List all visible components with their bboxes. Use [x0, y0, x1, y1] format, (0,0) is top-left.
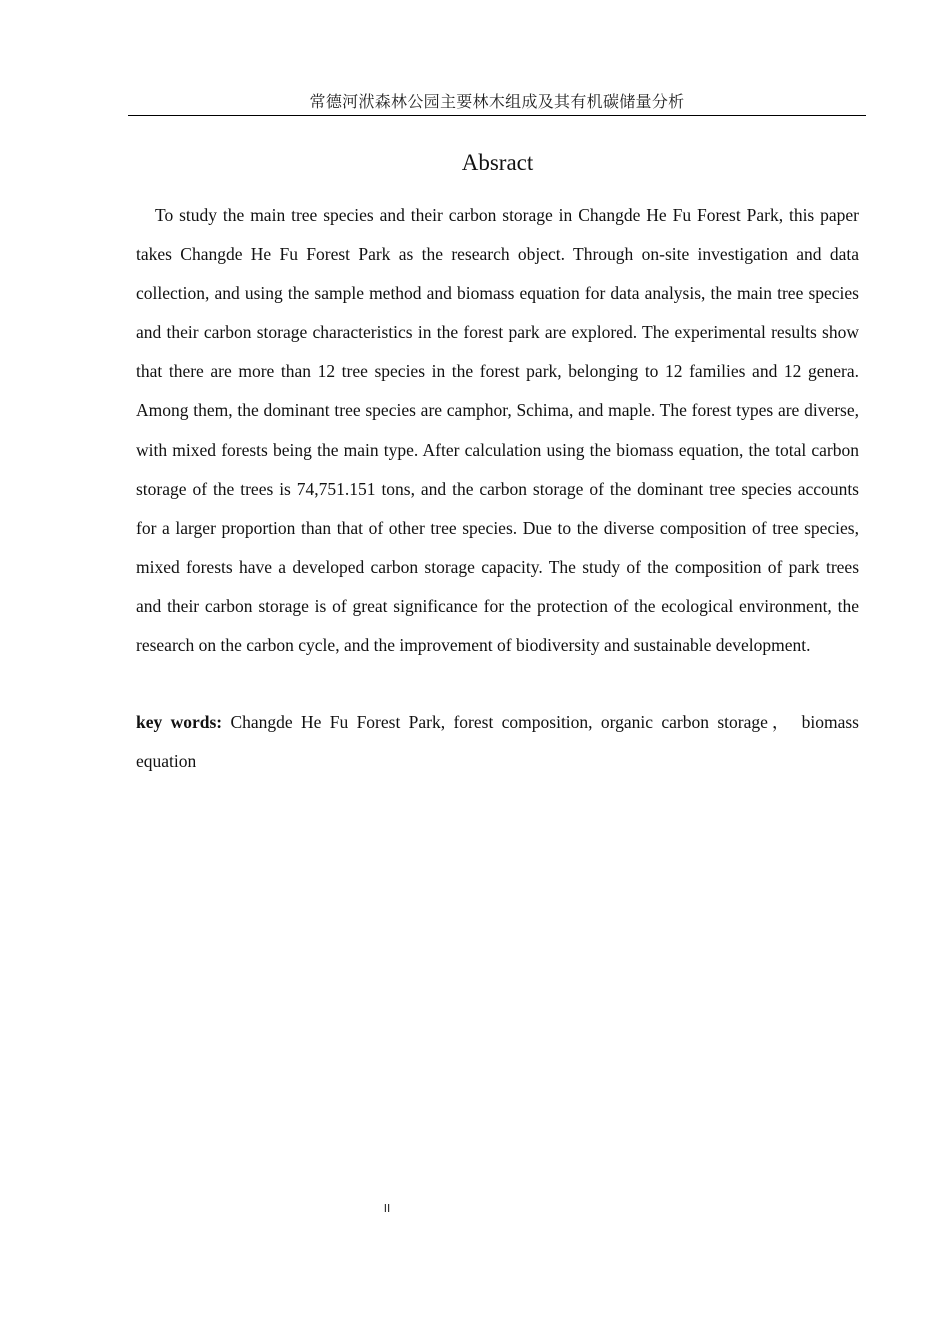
abstract-title: Absract	[461, 150, 534, 175]
running-header: 常德河洑森林公园主要林木组成及其有机碳储量分析	[309, 92, 685, 111]
header-divider	[128, 115, 866, 116]
keywords-text: Changde He Fu Forest Park, forest composition, organic carbon storage， biomass equation	[136, 712, 859, 772]
keywords-line	[136, 703, 859, 781]
keywords-label: key words:	[136, 712, 223, 732]
page-number: II	[383, 1202, 391, 1215]
abstract-body: To study the main tree species and their carbon storage in Changde He Fu Forest Park, this paper takes Changde He Fu Forest Park as the research object. Through on-site investigation and data collection, and using the sample method and biomass equation for data analysis, the main tree species and their carbon storage characteristics in the forest park are explored. The experimental results show that there are more than 12 tree species in the forest park, belonging to 12 families and 12 genera. Among them, the dominant tree species are camphor, Schima, and maple. The forest types are diverse, with mixed forests being the main type. After calculation using the biomass equation, the total carbon storage of the trees is 74,751.151 tons, and the carbon storage of the dominant tree species accounts for a larger proportion than that of other tree species. Due to the diverse composition of tree species, mixed forests have a developed carbon storage capacity. The study of the composition of park trees and their carbon storage is of great significance for the protection of the ecological environment, the research on the carbon cycle, and the improvement of biodiversity and sustainable development.	[136, 205, 859, 656]
